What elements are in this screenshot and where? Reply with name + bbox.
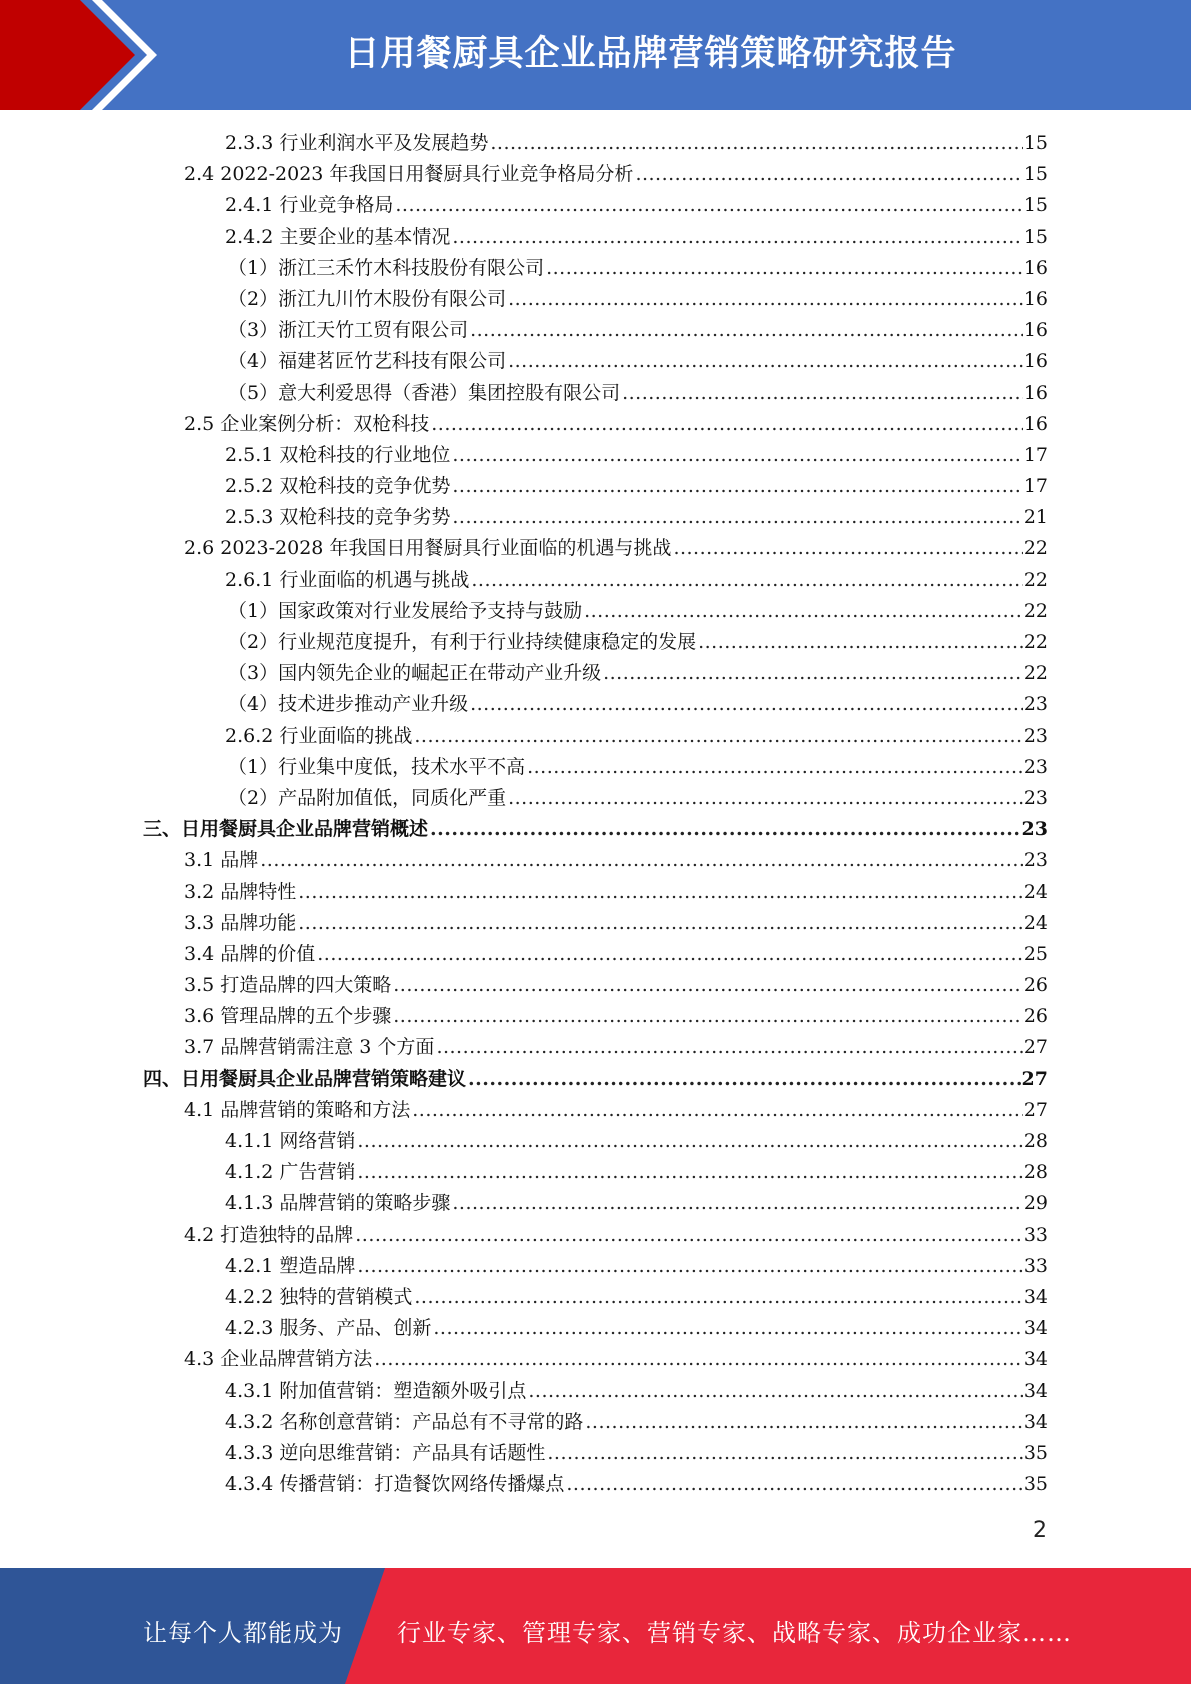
toc-entry[interactable] [228,658,1048,689]
toc-dot-leader [298,877,1023,908]
toc-entry-page: 16 [1023,412,1048,435]
toc-entry-page: 24 [1023,911,1048,934]
toc-entry-page: 25 [1023,942,1048,965]
toc-dot-leader [355,1220,1023,1251]
toc-dot-leader [603,658,1023,689]
toc-entry[interactable] [225,565,1048,596]
toc-dot-leader [528,1376,1022,1407]
toc-entry-title: （1）国家政策对行业发展给予支持与鼓励 [228,599,583,622]
toc-dot-leader [414,1282,1022,1313]
toc-dot-leader [508,284,1023,315]
toc-entry[interactable] [225,1376,1048,1407]
toc-entry-title: （5）意大利爱思得（香港）集团控股有限公司 [228,381,621,404]
toc-dot-leader [698,627,1023,658]
toc-entry-page: 16 [1023,381,1048,404]
toc-entry-page: 35 [1023,1441,1048,1464]
toc-entry[interactable] [225,190,1048,221]
toc-entry-page: 29 [1023,1192,1048,1215]
toc-dot-leader [452,440,1022,471]
toc-entry[interactable] [228,284,1048,315]
toc-entry[interactable] [184,159,1048,190]
toc-dot-leader [393,970,1023,1001]
toc-entry-page: 23 [1021,818,1048,841]
toc-entry-title: 三、日用餐厨具企业品牌营销概述 [143,818,429,841]
toc-dot-leader [452,502,1022,533]
toc-entry-title: 2.4.2 主要企业的基本情况 [225,225,451,248]
toc-entry-title: 4.2.2 独特的营销模式 [225,1285,413,1308]
footer-slogan-left: 让每个人都能成为 [143,1619,343,1647]
toc-entry-page: 16 [1023,256,1048,279]
toc-dot-leader [470,689,1023,720]
toc-dot-leader [430,814,1021,845]
toc-entry-page: 16 [1023,350,1048,373]
toc-entry-page: 22 [1023,599,1048,622]
toc-entry-page: 34 [1023,1410,1048,1433]
toc-entry[interactable] [225,1251,1048,1282]
toc-entry-page: 21 [1023,506,1048,529]
toc-entry[interactable] [225,1313,1048,1344]
toc-entry-title: 4.3 企业品牌营销方法 [184,1348,373,1371]
toc-entry-title: 4.1.2 广告营销 [225,1161,356,1184]
toc-dot-leader [393,1001,1023,1032]
toc-dot-leader [260,845,1023,876]
toc-dot-leader [468,1064,1021,1095]
toc-entry-page: 17 [1023,475,1048,498]
toc-entry-page: 16 [1023,287,1048,310]
toc-dot-leader [357,1157,1022,1188]
toc-dot-leader [436,1032,1022,1063]
toc-entry-title: （2）产品附加值低，同质化严重 [228,786,507,809]
toc-dot-leader [622,378,1023,409]
toc-entry-title: 2.3.3 行业利润水平及发展趋势 [225,132,489,154]
toc-entry-page: 28 [1023,1161,1048,1184]
toc-entry[interactable] [228,253,1048,284]
toc-dot-leader [566,1469,1022,1500]
toc-dot-leader [471,565,1022,596]
toc-entry[interactable] [225,128,1048,159]
toc-entry-page: 26 [1023,1005,1048,1028]
toc-dot-leader [508,783,1023,814]
toc-entry-title: 3.5 打造品牌的四大策略 [184,974,392,997]
toc-entry-title: 2.5.3 双枪科技的竞争劣势 [225,506,451,529]
toc-entry-title: 2.6.1 行业面临的机遇与挑战 [225,568,470,591]
toc-entry-title: 4.3.2 名称创意营销：产品总有不寻常的路 [225,1410,584,1433]
toc-entry-title: 4.1.3 品牌营销的策略步骤 [225,1192,451,1215]
report-title: 日用餐厨具企业品牌营销策略研究报告 [344,34,957,74]
toc-entry-page: 34 [1023,1285,1048,1308]
toc-entry[interactable] [225,502,1048,533]
toc-entry-title: 4.3.3 逆向思维营销：产品具有话题性 [225,1441,546,1464]
toc-entry[interactable] [225,471,1048,502]
toc-entry-title: （1）浙江三禾竹木科技股份有限公司 [228,256,545,279]
toc-dot-leader [584,596,1023,627]
toc-entry-page: 33 [1023,1254,1048,1277]
toc-entry-title: 4.1 品牌营销的策略和方法 [184,1098,411,1121]
toc-entry-title: （1）行业集中度低，技术水平不高 [228,755,526,778]
toc-entry[interactable] [184,1095,1048,1126]
toc-entry-title: （4）技术进步推动产业升级 [228,693,469,716]
toc-dot-leader [585,1407,1022,1438]
toc-entry-page: 22 [1023,537,1048,560]
toc-dot-leader [357,1251,1022,1282]
toc-entry-page: 15 [1023,225,1048,248]
toc-entry-page: 15 [1023,194,1048,217]
toc-entry-title: 3.4 品牌的价值 [184,942,316,965]
toc-entry[interactable] [184,409,1048,440]
toc-entry[interactable] [228,346,1048,377]
toc-entry[interactable] [225,1188,1048,1219]
toc-entry-page: 23 [1023,693,1048,716]
toc-dot-leader [433,1313,1022,1344]
toc-dot-leader [673,533,1022,564]
toc-dot-leader [508,346,1023,377]
toc-entry-page: 33 [1023,1223,1048,1246]
toc-entry-page: 34 [1023,1379,1048,1402]
toc-entry-title: 4.2 打造独特的品牌 [184,1223,354,1246]
toc-entry[interactable] [225,1438,1048,1469]
toc-entry[interactable] [143,1064,1048,1095]
toc-dot-leader [452,1188,1022,1219]
toc-dot-leader [412,1095,1023,1126]
toc-entry[interactable] [225,1126,1048,1157]
toc-entry[interactable] [228,752,1048,783]
toc-entry-title: 2.5 企业案例分析：双枪科技 [184,412,430,435]
toc-dot-leader [395,190,1022,221]
toc-entry-title: 2.4.1 行业竞争格局 [225,194,394,217]
toc-entry-page: 28 [1023,1130,1048,1152]
toc-entry[interactable] [225,1469,1048,1500]
toc-entry-page: 22 [1023,631,1048,653]
toc-entry[interactable] [225,1157,1048,1188]
toc-entry-title: 2.4 2022-2023 年我国日用餐厨具行业竞争格局分析 [184,163,634,186]
toc-entry-page: 35 [1023,1473,1048,1496]
toc-dot-leader [298,908,1023,939]
toc-entry[interactable] [184,1220,1048,1251]
header-banner [0,0,1191,110]
toc-entry[interactable] [228,627,1048,658]
toc-entry-title: 4.2.3 服务、产品、创新 [225,1317,432,1340]
toc-entry[interactable] [184,1032,1048,1063]
toc-entry-page: 34 [1023,1317,1048,1340]
toc-entry-title: （3）浙江天竹工贸有限公司 [228,319,469,342]
toc-entry[interactable] [225,440,1048,471]
toc-dot-leader [414,721,1022,752]
toc-entry-page: 16 [1023,319,1048,342]
toc-entry[interactable] [228,783,1048,814]
toc-entry-title: 3.3 品牌功能 [184,911,297,934]
toc-dot-leader [470,315,1023,346]
toc-dot-leader [547,1438,1022,1469]
toc-dot-leader [635,159,1022,190]
toc-entry-title: 2.6.2 行业面临的挑战 [225,724,413,747]
toc-entry-title: 4.1.1 网络营销 [225,1130,356,1152]
toc-entry[interactable] [184,1344,1048,1375]
toc-entry-title: 四、日用餐厨具企业品牌营销策略建议 [143,1067,467,1090]
toc-entry-title: 2.5.2 双枪科技的竞争优势 [225,475,451,498]
toc-entry-title: 2.5.1 双枪科技的行业地位 [225,443,451,466]
toc-entry[interactable] [225,1407,1048,1438]
toc-dot-leader [431,409,1023,440]
toc-entry-page: 22 [1023,662,1048,685]
table-of-contents [0,128,1191,1500]
toc-dot-leader [452,471,1022,502]
toc-entry[interactable] [225,721,1048,752]
toc-entry-title: （2）浙江九川竹木股份有限公司 [228,287,507,310]
toc-dot-leader [546,253,1023,284]
footer-banner [0,1568,1191,1684]
toc-entry-page: 27 [1021,1067,1048,1090]
toc-entry-title: 4.2.1 塑造品牌 [225,1254,356,1277]
toc-entry-page: 26 [1023,974,1048,997]
toc-entry[interactable] [184,845,1048,876]
toc-entry-title: 3.1 品牌 [184,849,259,872]
toc-dot-leader [374,1344,1023,1375]
toc-entry-title: 4.3.4 传播营销：打造餐饮网络传播爆点 [225,1473,565,1496]
toc-entry-title: 3.2 品牌特性 [184,880,297,903]
toc-entry-page: 23 [1023,849,1048,872]
page-number: 2 [1033,1518,1047,1543]
toc-entry-page: 27 [1023,1036,1048,1059]
toc-entry[interactable] [225,1282,1048,1313]
toc-dot-leader [527,752,1023,783]
toc-dot-leader [490,128,1022,159]
toc-entry-page: 34 [1023,1348,1048,1371]
toc-entry[interactable] [184,970,1048,1001]
toc-dot-leader [317,939,1023,970]
toc-entry[interactable] [184,908,1048,939]
toc-entry-title: 4.3.1 附加值营销：塑造额外吸引点 [225,1379,527,1402]
toc-entry-title: 2.6 2023-2028 年我国日用餐厨具行业面临的机遇与挑战 [184,537,672,560]
toc-entry[interactable] [228,596,1048,627]
toc-entry-title: （2）行业规范度提升，有利于行业持续健康稳定的发展 [228,631,697,653]
toc-entry[interactable] [184,939,1048,970]
header-arrow-decoration [0,0,160,110]
toc-entry[interactable] [228,689,1048,720]
toc-entry[interactable] [225,222,1048,253]
toc-entry-page: 23 [1023,755,1048,778]
toc-entry-page: 22 [1023,568,1048,591]
footer-slogan-right: 行业专家、管理专家、营销专家、战略专家、成功企业家…… [397,1619,1072,1647]
toc-entry-page: 24 [1023,880,1048,903]
toc-entry[interactable] [184,1001,1048,1032]
toc-entry[interactable] [143,814,1048,845]
toc-dot-leader [357,1126,1022,1157]
toc-entry[interactable] [228,315,1048,346]
toc-dot-leader [452,222,1022,253]
toc-entry-page: 17 [1023,443,1048,466]
toc-entry-page: 27 [1023,1098,1048,1121]
toc-entry-page: 23 [1023,724,1048,747]
toc-entry-page: 23 [1023,786,1048,809]
toc-entry[interactable] [184,533,1048,564]
toc-entry-page: 15 [1023,132,1048,154]
toc-entry-title: 3.6 管理品牌的五个步骤 [184,1005,392,1028]
toc-entry[interactable] [228,378,1048,409]
toc-entry[interactable] [184,877,1048,908]
toc-entry-title: （3）国内领先企业的崛起正在带动产业升级 [228,662,602,685]
toc-entry-title: 3.7 品牌营销需注意 3 个方面 [184,1036,435,1059]
toc-entry-title: （4）福建茗匠竹艺科技有限公司 [228,350,507,373]
toc-entry-page: 15 [1023,163,1048,186]
